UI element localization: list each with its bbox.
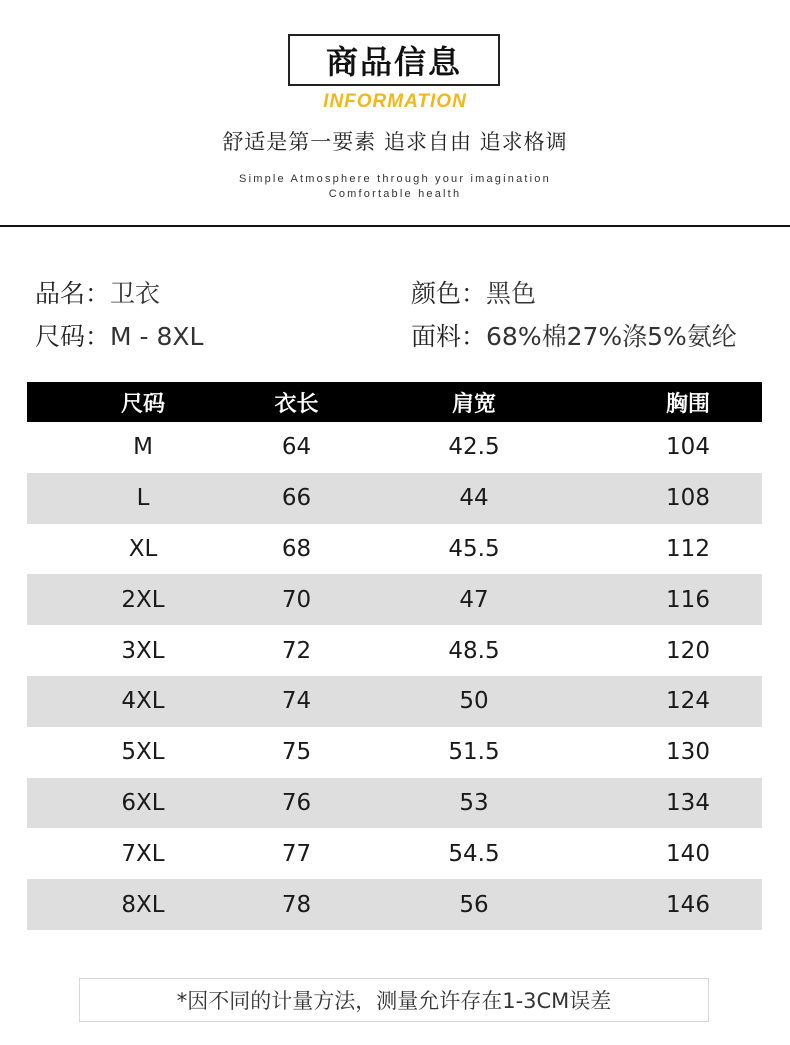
spec-size-range: [35, 317, 203, 353]
spec-label: 尺码：: [35, 322, 111, 351]
cell-size: M: [133, 434, 153, 461]
cell-size: 7XL: [121, 840, 165, 867]
spec-value: 黑色: [486, 279, 537, 308]
cell-shoulder: 51.5: [448, 739, 500, 766]
size-chart-table: [27, 382, 762, 930]
cell-shoulder: 42.5: [448, 434, 500, 461]
cell-chest: 134: [614, 778, 762, 829]
spec-label: 颜色：: [411, 279, 487, 308]
table-row: [27, 524, 762, 575]
cell-chest: 146: [614, 879, 762, 930]
cell-shoulder: 48.5: [448, 637, 500, 664]
cell-chest: 112: [666, 535, 710, 562]
cell-shoulder: 44: [334, 473, 614, 524]
table-row: [27, 828, 762, 879]
spec-value: 68%棉27%涤5%氨纶: [486, 322, 737, 351]
cell-chest: 130: [666, 739, 710, 766]
cell-chest: 120: [666, 637, 710, 664]
table-row: [27, 473, 762, 524]
table-row: [27, 879, 762, 930]
table-row: [27, 574, 762, 625]
table-row: [27, 625, 762, 676]
cell-length: 66: [259, 473, 334, 524]
header-size: 尺码: [27, 382, 259, 422]
cell-chest: 108: [614, 473, 762, 524]
spec-fabric: [411, 317, 737, 353]
header-divider: [0, 225, 790, 227]
table-header-row: [27, 382, 762, 422]
cell-chest: 104: [666, 434, 710, 461]
cell-shoulder: 47: [334, 574, 614, 625]
cell-length: 75: [281, 739, 312, 766]
cell-length: 78: [259, 879, 334, 930]
cell-size: L: [27, 473, 259, 524]
cell-length: 64: [281, 434, 312, 461]
cell-shoulder: 45.5: [448, 535, 500, 562]
cell-length: 72: [281, 637, 312, 664]
cell-shoulder: 54.5: [448, 840, 500, 867]
cell-size: 8XL: [27, 879, 259, 930]
cell-length: 77: [281, 840, 312, 867]
cell-shoulder: 53: [334, 778, 614, 829]
cell-chest: 124: [614, 676, 762, 727]
table-row: [27, 727, 762, 778]
table-row: [27, 422, 762, 473]
page-title: 商品信息: [288, 34, 500, 86]
cell-chest: 140: [666, 840, 710, 867]
measurement-note: *因不同的计量方法，测量允许存在1-3CM误差: [79, 978, 709, 1022]
cell-size: 4XL: [27, 676, 259, 727]
header-shoulder: 肩宽: [334, 382, 614, 422]
cell-size: 6XL: [27, 778, 259, 829]
cell-shoulder: 50: [334, 676, 614, 727]
cell-size: 5XL: [121, 739, 165, 766]
slogan: 舒适是第一要素 追求自由 追求格调: [222, 130, 568, 154]
cell-shoulder: 56: [334, 879, 614, 930]
tagline-1: Simple Atmosphere through your imagination: [239, 173, 551, 185]
cell-length: 74: [259, 676, 334, 727]
cell-length: 68: [281, 535, 312, 562]
spec-label: 品名：: [35, 279, 111, 308]
spec-product-name: [35, 274, 160, 310]
cell-size: XL: [128, 535, 158, 562]
spec-value: M - 8XL: [110, 322, 204, 351]
table-row: [27, 778, 762, 829]
header-length: 衣长: [259, 382, 334, 422]
table-row: [27, 676, 762, 727]
cell-size: 2XL: [27, 574, 259, 625]
spec-value: 卫衣: [110, 279, 161, 308]
tagline-2: Comfortable health: [328, 188, 462, 200]
cell-size: 3XL: [121, 637, 165, 664]
cell-chest: 116: [614, 574, 762, 625]
spec-label: 面料：: [411, 322, 487, 351]
information-subtitle: INFORMATION: [323, 91, 467, 112]
header-chest: 胸围: [614, 382, 762, 422]
cell-length: 70: [259, 574, 334, 625]
spec-color: [411, 274, 536, 310]
cell-length: 76: [259, 778, 334, 829]
